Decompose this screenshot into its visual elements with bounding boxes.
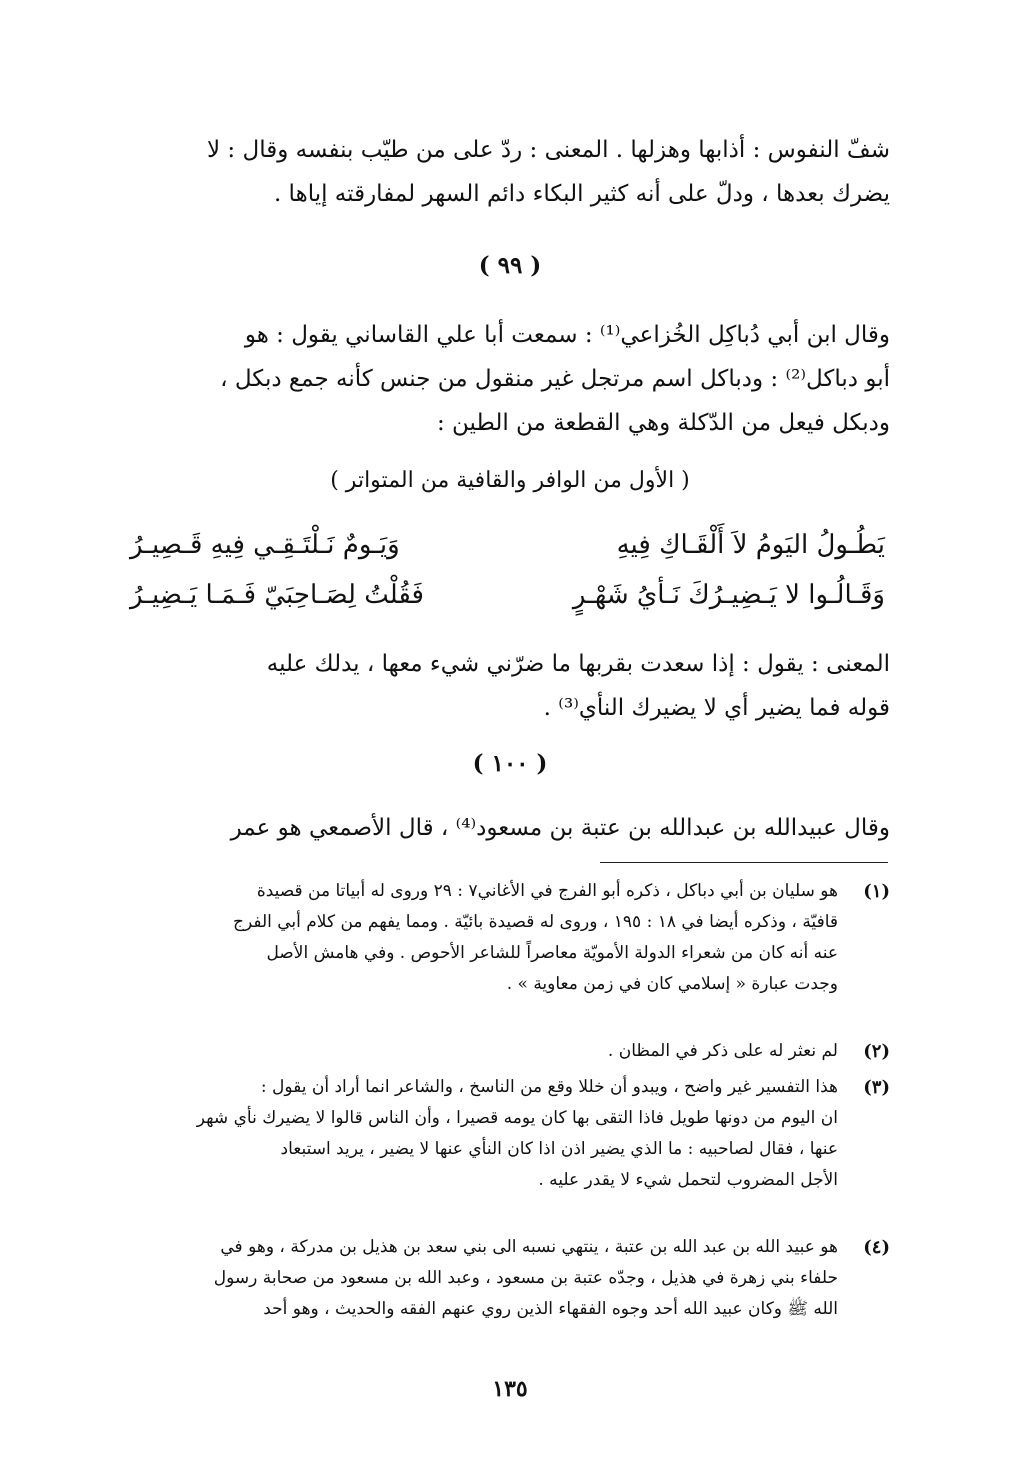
footnote-line: الله ﷺ وكان عبيد الله أحد وجوه الفقهاء الذين روي عنهم الفقه والحديث ، وهو أحد (263, 1299, 838, 1319)
verse-second-hemistich: فَقُلْتُ لِصَـاحِبَيّ فَـمَـا يَـضِيـرُ (130, 580, 424, 610)
text-line: وقال ابن أبي دُباكِل الخُزاعي⁽¹⁾ : سمعت أبا علي القاساني يقول : هو (244, 322, 890, 348)
footnote-2 (130, 1036, 890, 1067)
verse-first-hemistich: وَقَـالُـوا لا يَـضِيـرُكَ نَـأيُ شَهْـرٍ (572, 580, 885, 610)
section-100-intro (130, 806, 890, 850)
footnote-number: (٢) (863, 1041, 890, 1062)
footnote-divider (600, 862, 888, 863)
text-line: المعنى : يقول : إذا سعدت بقربها ما ضرّني شيء معها ، يدلك عليه (266, 651, 890, 677)
page-number: ١٣٥ (492, 1376, 528, 1402)
section-99-meaning (130, 642, 890, 730)
footnote-number: (١) (863, 881, 890, 902)
footnote-body (130, 1036, 838, 1067)
footnote-4 (130, 1232, 890, 1325)
verse-line (130, 580, 885, 620)
footnote-line: وجدت عبارة « إسلامي كان في زمن معاوية » . (506, 974, 838, 994)
footnote-line: الأجل المضروب لتحمل شيء لا يقدر عليه . (538, 1170, 838, 1190)
text-line: يضرك بعدها ، ودلّ على أنه كثير البكاء دائم السهر لمفارقته إياها . (273, 181, 890, 207)
section-heading-100: ( ١٠٠ ) (472, 750, 548, 777)
footnote-line: عنها ، فقال لصاحبيه : ما الذي يضير اذن اذا كان النأي عنها لا يضير ، يريد استبعاد (280, 1139, 838, 1159)
text-line: أبو دباكل⁽²⁾ : ودباكل اسم مرتجل غير منقول من جنس كأنه جمع دبكل ، (220, 366, 890, 392)
text-line: شفّ النفوس : أذابها وهزلها . المعنى : ردّ على من طيّب بنفسه وقال : لا (207, 137, 890, 163)
section-heading-99: ( ٩٩ ) (478, 252, 542, 279)
verse-first-hemistich: يَطُـولُ اليَومُ لاَ أَلْقَـاكِ فِيهِ (616, 530, 885, 560)
footnote-3 (130, 1072, 890, 1196)
text-line: وقال عبيدالله بن عبدالله بن عتبة بن مسعود⁽⁴⁾ ، قال الأصمعي هو عمر (230, 815, 890, 841)
footnote-line: ان اليوم من دونها طويل فاذا التقى بها كان يومه قصيرا ، وأن الناس قالوا لا يضيرك نأي شهر (196, 1108, 838, 1128)
footnote-line: لم نعثر له على ذكر في المظان . (607, 1041, 838, 1061)
footnote-line: هو عبيد الله بن عبد الله بن عتبة ، ينتهي نسبه الى بني سعد بن هذيل بن مدركة ، وهو في (220, 1237, 838, 1257)
text-line: ودبكل فيعل من الدّكلة وهي القطعة من الطين : (436, 410, 890, 436)
footnote-line: قافيّة ، وذكره أيضا في ١٨ : ١٩٥ ، وروى له قصيدة بائيّة . ومما يفهم من كلام أبي الفرج (232, 912, 838, 932)
footnote-body (130, 876, 838, 1000)
intro-paragraph (130, 128, 890, 216)
verse-second-hemistich: وَيَـومٌ نَـلْتَـقِـي فِيهِ قَـصِيـرُ (130, 530, 400, 560)
meter-label: ( الأول من الوافر والقافية من المتواتر ) (330, 468, 690, 493)
footnote-body (130, 1232, 838, 1325)
footnote-line: عنه أنه كان من شعراء الدولة الأمويّة معاصراً للشاعر الأحوص . وفي هامش الأصل (266, 943, 838, 963)
section-99-intro (130, 313, 890, 445)
footnote-line: هذا التفسير غير واضح ، ويبدو أن خللا وقع من الناسخ ، والشاعر انما أراد أن يقول : (260, 1077, 838, 1097)
footnote-body (130, 1072, 838, 1196)
footnote-line: هو سليان بن أبي دباكل ، ذكره أبو الفرج في الأغاني٧ : ٢٩ وروى له أبياتا من قصيدة (256, 881, 838, 901)
verse-line (130, 530, 885, 570)
footnote-line: حلفاء بني زهرة في هذيل ، وجدّه عتبة بن مسعود ، وعبد الله بن مسعود من صحابة رسول (213, 1268, 838, 1288)
footnote-number: (٤) (863, 1237, 890, 1258)
text-line: قوله فما يضير أي لا يضيرك النأي⁽³⁾ . (543, 695, 890, 721)
footnote-number: (٣) (863, 1077, 890, 1098)
footnote-1 (130, 876, 890, 1000)
